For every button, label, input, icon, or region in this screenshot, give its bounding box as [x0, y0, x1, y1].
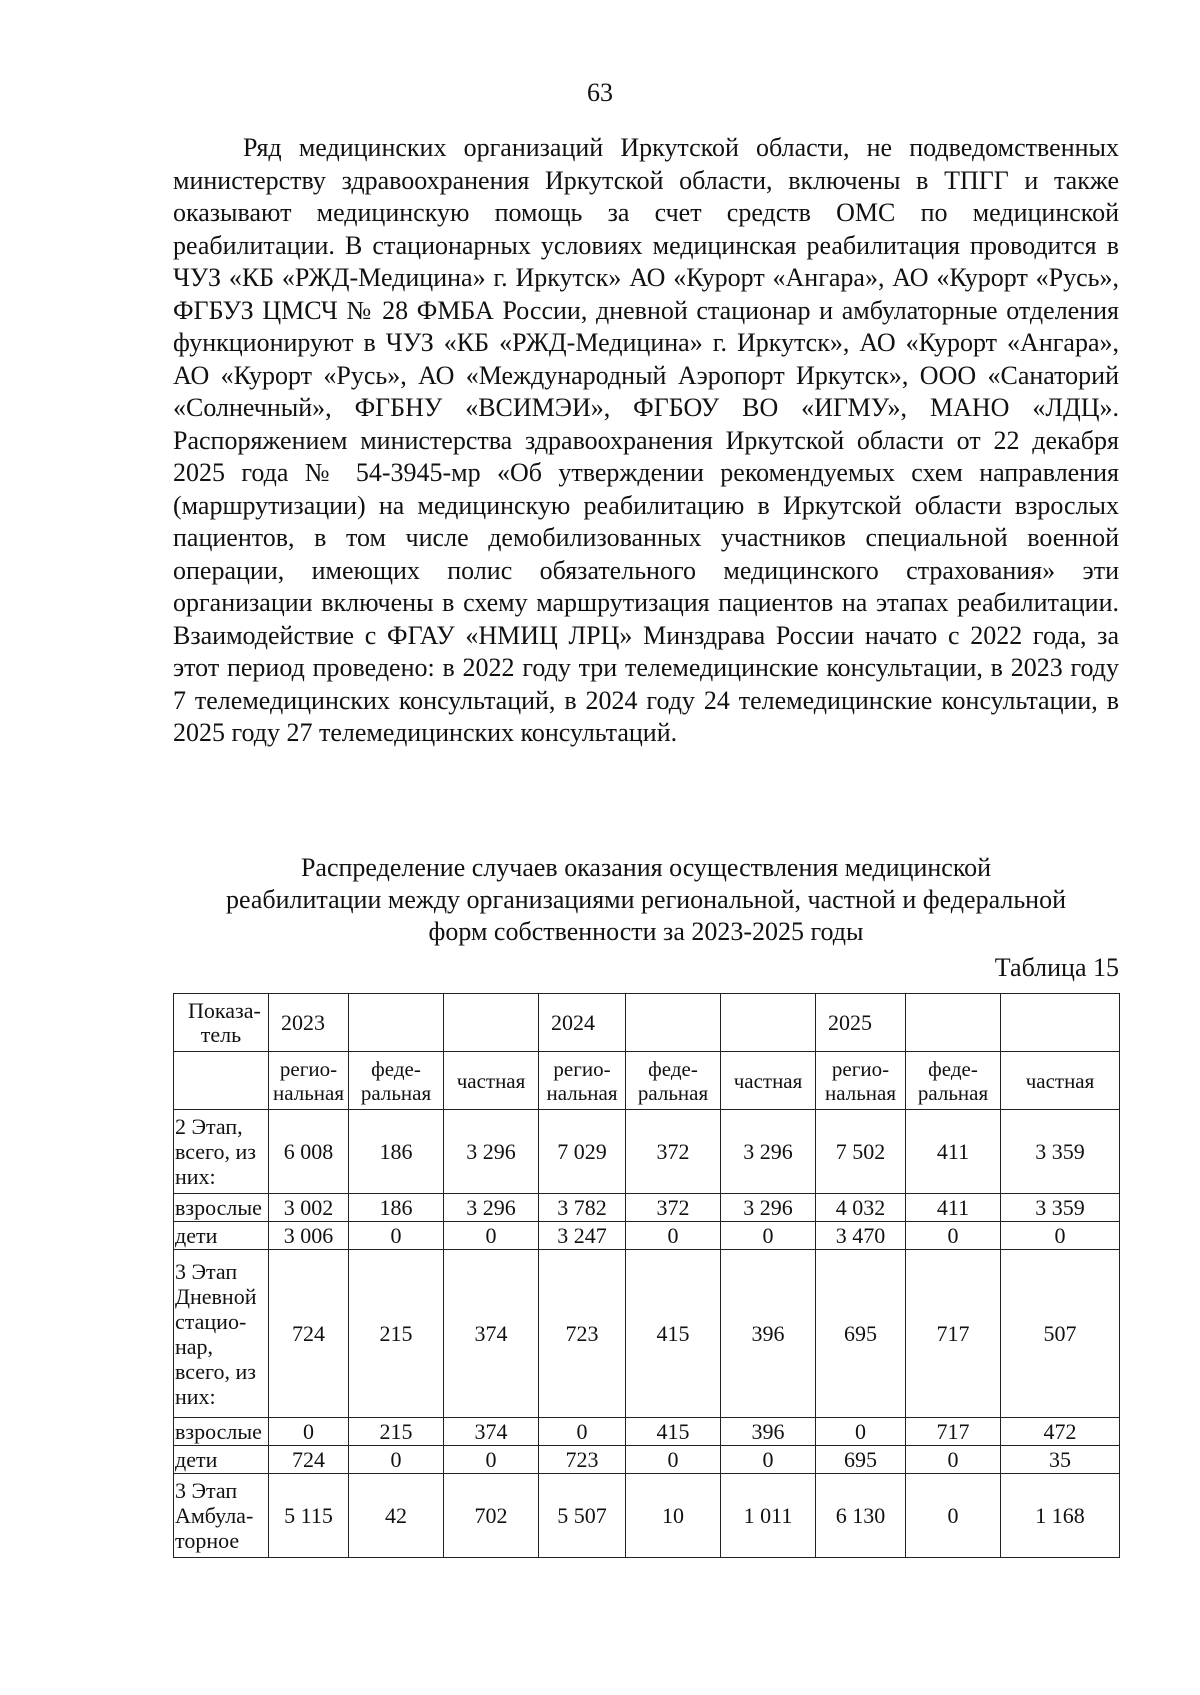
table-cell: 5 115: [269, 1474, 349, 1558]
table-cell: 374: [444, 1418, 539, 1446]
table-cell: 702: [444, 1474, 539, 1558]
year-2023-empty-2: [444, 994, 539, 1052]
table-cell: 5 507: [539, 1474, 626, 1558]
table-body: [174, 1110, 1120, 1558]
year-2024-empty-1: [626, 994, 721, 1052]
table-cell: 3 296: [721, 1110, 816, 1194]
table-row: [174, 1194, 1120, 1222]
year-2023-empty-1: [349, 994, 444, 1052]
table-cell: 0: [906, 1446, 1001, 1474]
table-cell: 415: [626, 1418, 721, 1446]
row-label: 3 Этап Амбула-торное: [174, 1474, 269, 1558]
table-cell: 3 782: [539, 1194, 626, 1222]
table-cell: 724: [269, 1446, 349, 1474]
table-cell: 35: [1001, 1446, 1120, 1474]
table-cell: 3 247: [539, 1222, 626, 1250]
table-cell: 6 130: [816, 1474, 906, 1558]
table-cell: 374: [444, 1250, 539, 1418]
row-label: 3 Этап Дневной стацио-нар, всего, из них:: [174, 1250, 269, 1418]
subheader-private-2025: частная: [1001, 1052, 1120, 1110]
table-cell: 6 008: [269, 1110, 349, 1194]
table-cell: 695: [816, 1446, 906, 1474]
table-cell: 411: [906, 1194, 1001, 1222]
table-cell: 7 502: [816, 1110, 906, 1194]
table-title-line-3: форм собственности за 2023-2025 годы: [428, 917, 864, 946]
table-cell: 0: [721, 1222, 816, 1250]
rehabilitation-table: [173, 993, 1120, 1558]
table-cell: 724: [269, 1250, 349, 1418]
table-cell: 0: [539, 1418, 626, 1446]
table-header-years: [174, 994, 1120, 1052]
table-cell: 3 296: [444, 1194, 539, 1222]
table-cell: 717: [906, 1250, 1001, 1418]
table-cell: 695: [816, 1250, 906, 1418]
table-cell: 723: [539, 1446, 626, 1474]
table-row: [174, 1110, 1120, 1194]
table-cell: 0: [906, 1222, 1001, 1250]
table-cell: 3 359: [1001, 1110, 1120, 1194]
subheader-federal-2025: феде-ральная: [906, 1052, 1001, 1110]
year-2024-empty-2: [721, 994, 816, 1052]
table-cell: 396: [721, 1250, 816, 1418]
subheader-regional-2023: регио-нальная: [269, 1052, 349, 1110]
table-cell: 372: [626, 1194, 721, 1222]
table-cell: 3 002: [269, 1194, 349, 1222]
table-cell: 717: [906, 1418, 1001, 1446]
table-cell: 10: [626, 1474, 721, 1558]
table-cell: 186: [349, 1194, 444, 1222]
table-cell: 472: [1001, 1418, 1120, 1446]
year-2025-empty-2: [1001, 994, 1120, 1052]
table-cell: 0: [721, 1446, 816, 1474]
table-cell: 186: [349, 1110, 444, 1194]
table-cell: 3 359: [1001, 1194, 1120, 1222]
table-cell: 396: [721, 1418, 816, 1446]
table-row: [174, 1418, 1120, 1446]
table-title: [173, 852, 1119, 948]
table-row: [174, 1446, 1120, 1474]
table-number: Таблица 15: [994, 953, 1119, 982]
table-cell: 0: [349, 1222, 444, 1250]
table-cell: 0: [349, 1446, 444, 1474]
table-header-ownership: [174, 1052, 1120, 1110]
table-cell: 3 296: [721, 1194, 816, 1222]
year-2024: 2024: [539, 994, 626, 1052]
subheader-private-2024: частная: [721, 1052, 816, 1110]
table-cell: 415: [626, 1250, 721, 1418]
table-row: [174, 1474, 1120, 1558]
row-label: дети: [174, 1222, 269, 1250]
table-cell: 411: [906, 1110, 1001, 1194]
year-2025-empty-1: [906, 994, 1001, 1052]
page-number: 63: [587, 78, 613, 107]
table-cell: 1 011: [721, 1474, 816, 1558]
table-cell: 0: [626, 1222, 721, 1250]
table-title-line-2: реабилитации между организациями региональной, частной и федеральной: [225, 885, 1067, 914]
body-paragraph: Ряд медицинских организаций Иркутской области, не подведомственных министерству здравоохранения Иркутской области, включены в ТПГГ и также оказывают медицинскую помощь за счет средств ОМС по медицинской реабилитации. В стационарных условиях медицинская реабилитация проводится в ЧУЗ «КБ «РЖД-Медицина» г. Иркутск» АО «Курорт «Ангара», АО «Курорт «Русь», ФГБУЗ ЦМСЧ № 28 ФМБА России, дневной стационар и амбулаторные отделения функционируют в ЧУЗ «КБ «РЖД-Медицина» г. Иркутск», АО «Курорт «Ангара», АО «Курорт «Русь», АО «Международный Аэропорт Иркутск», ООО «Санаторий «Солнечный», ФГБНУ «ВСИМЭИ», ФГБОУ ВО «ИГМУ», МАНО «ЛДЦ». Распоряжением министерства здравоохранения Иркутской области от 22 декабря 2025 года № 54-3945-мр «Об утверждении рекомендуемых схем направления (маршрутизации) на медицинскую реабилитацию в Иркутской области взрослых пациентов, в том числе демобилизованных участников специальной военной операции, имеющих полис обязательного медицинского страхования» эти организации включены в схему маршрутизация пациентов на этапах реабилитации. Взаимодействие с ФГАУ «НМИЦ ЛРЦ» Минздрава России начато с 2022 года, за этот период проведено: в 2022 году три телемедицинские консультации, в 2023 году 7 телемедицинских консультаций, в 2024 году 24 телемедицинские консультации, в 2025 году 27 телемедицинских консультаций.: [173, 133, 1119, 747]
subheader-federal-2024: феде-ральная: [626, 1052, 721, 1110]
table-row: [174, 1222, 1120, 1250]
subheader-private-2023: частная: [444, 1052, 539, 1110]
table-row: [174, 1250, 1120, 1418]
table-cell: 3 296: [444, 1110, 539, 1194]
table-cell: 215: [349, 1250, 444, 1418]
row-label: взрослые: [174, 1418, 269, 1446]
subheader-regional-2025: регио-нальная: [816, 1052, 906, 1110]
year-2023: 2023: [269, 994, 349, 1052]
table-title-line-1: Распределение случаев оказания осуществления медицинской: [300, 853, 992, 882]
table-cell: 0: [626, 1446, 721, 1474]
year-2025: 2025: [816, 994, 906, 1052]
table-cell: 0: [1001, 1222, 1120, 1250]
subheader-federal-2023: феде-ральная: [349, 1052, 444, 1110]
table-cell: 0: [444, 1222, 539, 1250]
table-cell: 723: [539, 1250, 626, 1418]
table-cell: 0: [816, 1418, 906, 1446]
table-cell: 1 168: [1001, 1474, 1120, 1558]
table-cell: 0: [906, 1474, 1001, 1558]
table-cell: 3 006: [269, 1222, 349, 1250]
subheader-empty: [174, 1052, 269, 1110]
row-label: дети: [174, 1446, 269, 1474]
table-cell: 507: [1001, 1250, 1120, 1418]
table-cell: 7 029: [539, 1110, 626, 1194]
subheader-regional-2024: регио-нальная: [539, 1052, 626, 1110]
table-cell: 4 032: [816, 1194, 906, 1222]
table-cell: 3 470: [816, 1222, 906, 1250]
table-cell: 42: [349, 1474, 444, 1558]
row-label: 2 Этап, всего, из них:: [174, 1110, 269, 1194]
table-cell: 372: [626, 1110, 721, 1194]
table-cell: 0: [444, 1446, 539, 1474]
row-label: взрослые: [174, 1194, 269, 1222]
corner-label: Показа-тель: [174, 994, 269, 1052]
table-cell: 215: [349, 1418, 444, 1446]
table-cell: 0: [269, 1418, 349, 1446]
